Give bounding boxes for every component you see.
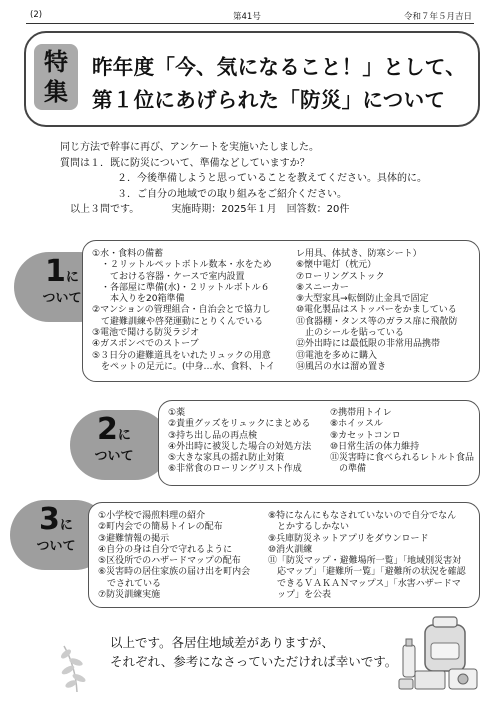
list-item: ③電池で聞ける防災ラジオ bbox=[92, 328, 200, 339]
section-2-number: 2 bbox=[97, 412, 118, 447]
emergency-supplies-icon bbox=[395, 615, 485, 695]
section-2-left-column bbox=[168, 408, 328, 476]
feature-badge bbox=[34, 44, 78, 110]
list-item: 応マップ」「避難所一覧」「避難所の状況を確認 bbox=[268, 567, 466, 578]
list-item: ⑤大きな家具の揺れ防止対策 bbox=[168, 453, 285, 464]
list-item: ⑩消火訓練 bbox=[268, 544, 313, 555]
list-item: て避難訓練や啓発運動にとりくんでいる bbox=[92, 316, 264, 327]
page-number: (2) bbox=[30, 10, 43, 20]
list-item: ⑫外出時には最低限の非常用品携帯 bbox=[296, 339, 441, 350]
list-item: 止のシールを貼っている bbox=[296, 328, 404, 339]
badge-char-2: 集 bbox=[44, 78, 68, 106]
list-item: ⑤３日分の避難道具をいれたリュックの用意 bbox=[92, 350, 271, 361]
list-item: とかするしかない bbox=[268, 522, 350, 533]
list-item: の準備 bbox=[330, 464, 367, 475]
list-item: レ用具、体拭き、防寒シート） bbox=[296, 249, 422, 259]
list-item: ・各部屋に準備(水)・２リットルボトル６ bbox=[92, 282, 270, 293]
section-2-right-column bbox=[330, 408, 475, 476]
section-1-number: 1 bbox=[45, 254, 66, 289]
section-3-tsuite: ついて bbox=[36, 539, 76, 554]
intro-line: 同じ方法で幹事に再び、アンケートを実施いたしました。 bbox=[60, 142, 319, 153]
section-2-label bbox=[72, 412, 156, 464]
intro-question-1: 質問は１．既に防災について、準備などしていますか？ bbox=[60, 157, 310, 169]
list-item: ①小学校で湯煎料理の紹介 bbox=[98, 511, 206, 521]
closing-line-2: それぞれ、参考になさっていただければ幸いです。 bbox=[110, 654, 398, 669]
list-item: をペットの足元に。(中身…水、食料、トイ bbox=[92, 361, 276, 372]
list-item: ②町内会での簡易トイレの配布 bbox=[98, 522, 223, 533]
badge-char-1: 特 bbox=[44, 48, 68, 76]
list-item: ④ガスボンベでのストーブ bbox=[92, 339, 199, 350]
list-item: ⑬電池を多めに購入 bbox=[296, 350, 378, 361]
list-item: ておける容器・ケースで室内設置 bbox=[92, 271, 245, 282]
list-item: ①水・食料の備蓄 bbox=[92, 249, 164, 259]
list-item: ⑦携帯用トイレ bbox=[330, 408, 392, 418]
list-item: ①薬 bbox=[168, 408, 186, 418]
list-item: ⑪災害時に食べられるレトルト食品 bbox=[330, 453, 475, 464]
list-item: ②マンションの管理組合・自治会とで協力し bbox=[92, 305, 271, 316]
list-item: ⑥災害時の居住家族の届け出を町内会 bbox=[98, 567, 251, 578]
list-item: ⑤区役所でのハザードマップの配布 bbox=[98, 556, 241, 567]
list-item: ・２リットルペットボトル数本・水をため bbox=[92, 260, 272, 271]
survey-intro bbox=[60, 140, 460, 218]
list-item: ③持ち出し品の再点検 bbox=[168, 430, 258, 441]
list-item: ②貴重グッズをリュックにまとめる bbox=[168, 419, 311, 430]
list-item: ⑨兵庫防災ネットアプリをダウンロード bbox=[268, 533, 429, 544]
section-3-number: 3 bbox=[39, 502, 60, 537]
section-2-tsuite: ついて bbox=[94, 449, 134, 464]
list-item: ⑦防災訓練実施 bbox=[98, 590, 161, 601]
list-item: ⑪「防災マップ・避難場所一覧」「地域別災害対 bbox=[268, 556, 462, 567]
list-item: でされている bbox=[98, 578, 162, 589]
feature-title-line-1: 昨年度「今、気になること！」として、 bbox=[92, 55, 466, 79]
header-divider bbox=[26, 23, 474, 24]
intro-question-2: ２．今後準備しようと思っていることを教えてください。具体的に。 bbox=[117, 173, 427, 184]
section-1-ni: に bbox=[65, 270, 79, 285]
list-item: ⑥非常食のローリングリスト作成 bbox=[168, 464, 302, 475]
section-1-left-column bbox=[92, 249, 288, 373]
issue-number: 第41号 bbox=[233, 12, 261, 22]
section-1-right-column bbox=[296, 249, 472, 373]
survey-meta: 実施時期：2025年１月 回答数：20件 bbox=[171, 204, 350, 215]
closing-message bbox=[110, 633, 397, 671]
issue-date: 令和７年５月吉日 bbox=[403, 12, 472, 22]
intro-question-3: ３．ご自分の地域での取り組みをご紹介ください。 bbox=[117, 188, 347, 200]
page-header bbox=[0, 10, 500, 24]
section-3-left-column bbox=[98, 511, 266, 601]
section-2-ni: に bbox=[117, 428, 131, 443]
list-item: ⑩電化製品はストッパーをかましている bbox=[296, 305, 457, 316]
closing-line-1: 以上です。各居住地域差がありますが、 bbox=[110, 635, 335, 650]
section-3-right-column bbox=[268, 511, 474, 601]
section-3-ni: に bbox=[59, 518, 73, 533]
section-1-tsuite: ついて bbox=[42, 291, 82, 306]
list-item: ⑧ホイッスル bbox=[330, 419, 383, 430]
list-item: ⑦ローリングストック bbox=[296, 271, 385, 282]
list-item: 本入りを20箱準備 bbox=[92, 294, 185, 305]
list-item: ⑩日常生活の体力維持 bbox=[330, 441, 420, 452]
list-item: ⑧スニーカー bbox=[296, 282, 349, 293]
list-item: ⑪食器棚・タンス等のガラス扉に飛散防 bbox=[296, 316, 458, 327]
list-item: ⑭風呂の水は溜め置き bbox=[296, 361, 387, 372]
leaf-decoration-icon bbox=[52, 640, 102, 695]
list-item: ⑧特になんにもなされていないので自分でなん bbox=[268, 511, 457, 521]
list-item: ④自分の身は自分で守れるように bbox=[98, 544, 233, 555]
section-3-label bbox=[14, 502, 98, 554]
list-item: ⑨カセットコンロ bbox=[330, 430, 401, 441]
intro-closing: 以上３問です。 bbox=[70, 204, 140, 215]
list-item: ③避難情報の掲示 bbox=[98, 533, 170, 544]
list-item: できるＶＡＫＡＮマップス」「水害ハザードマ bbox=[268, 578, 461, 589]
list-item: ⑥懐中電灯（枕元） bbox=[296, 260, 377, 271]
list-item: ④外出時に被災した場合の対処方法 bbox=[168, 441, 312, 452]
list-item: ップ」を公表 bbox=[268, 590, 332, 601]
feature-title-line-2: 第１位にあげられた「防災」について bbox=[92, 88, 446, 112]
list-item: ⑨大型家具→転倒防止金具で固定 bbox=[296, 294, 429, 305]
